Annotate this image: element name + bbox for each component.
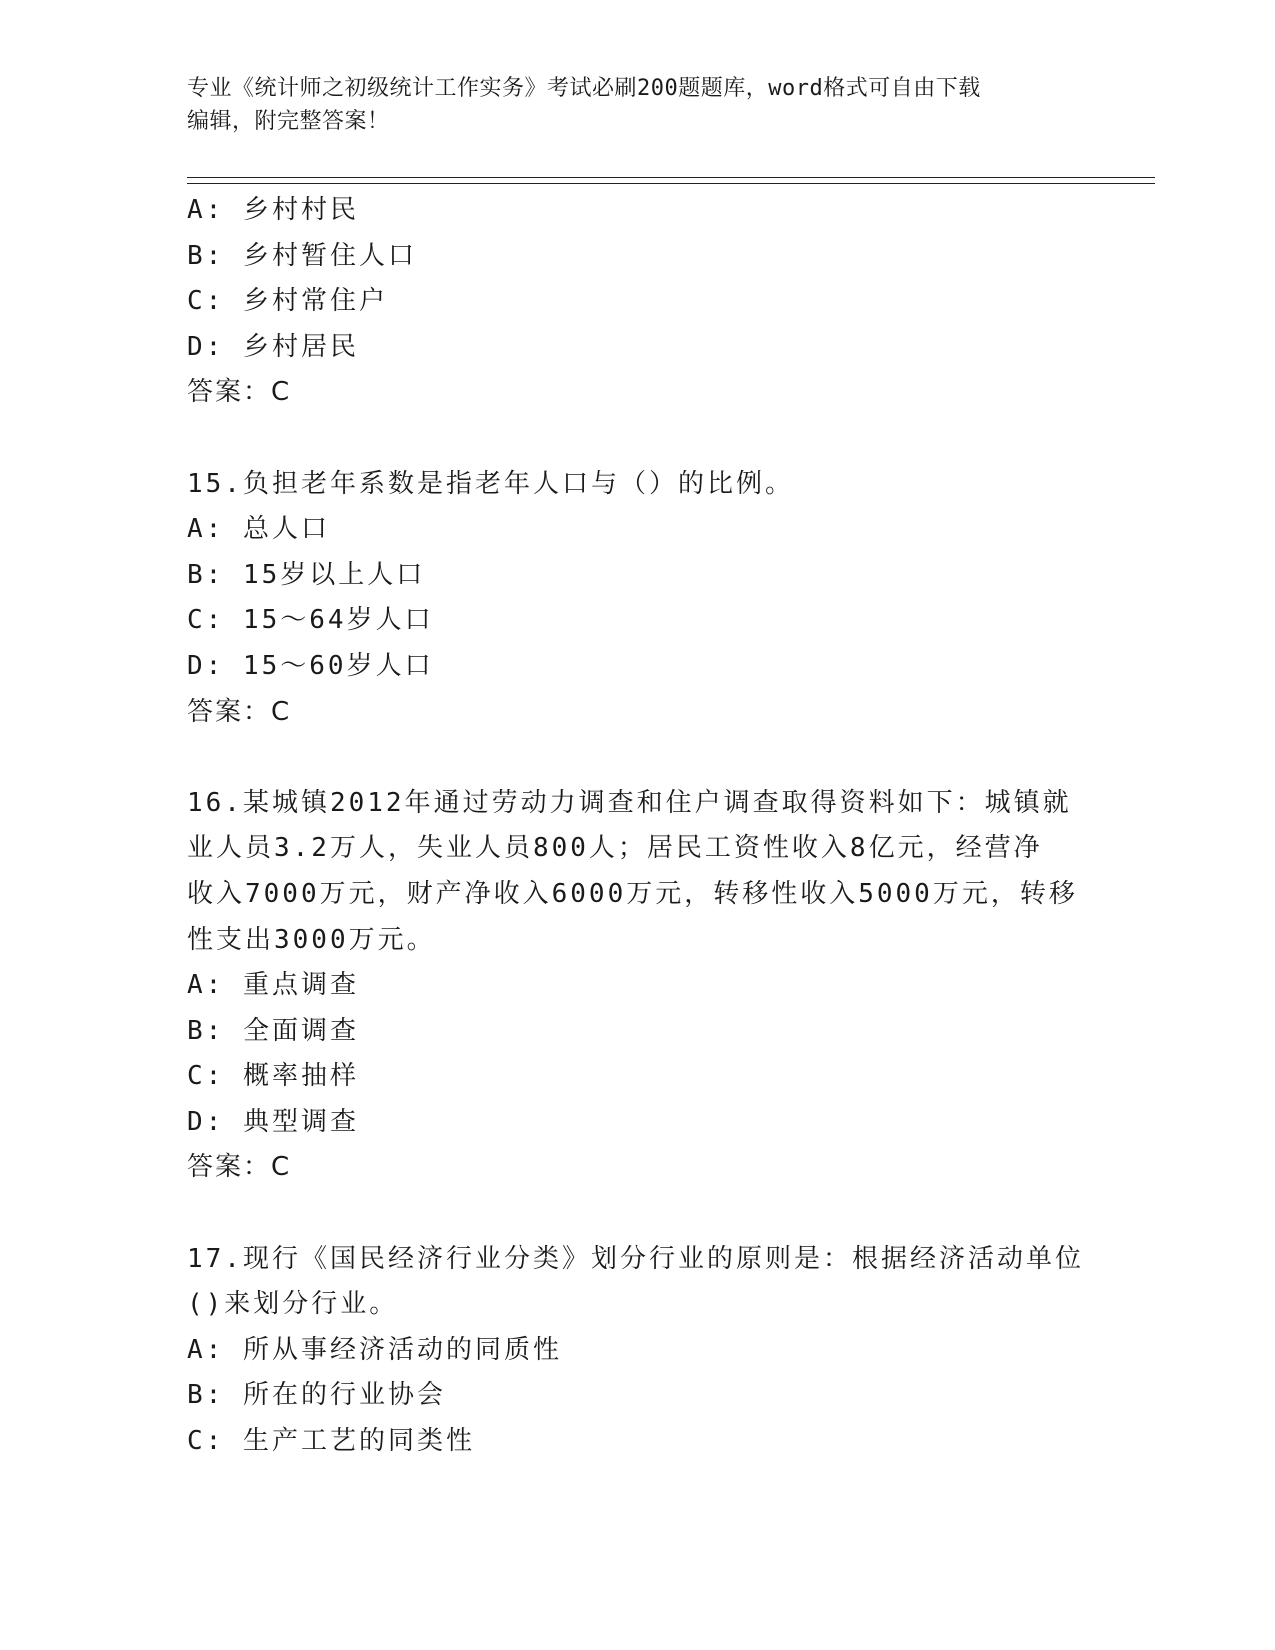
option-d: D: 乡村居民 <box>187 331 359 362</box>
spacer <box>187 735 1087 781</box>
page-header <box>187 72 1067 138</box>
question-17 <box>187 1237 1087 1465</box>
option-d: D: 典型调查 <box>187 1106 359 1137</box>
option-a: A: 总人口 <box>187 514 330 545</box>
option-c: C: 15～64岁人口 <box>187 605 434 636</box>
option-c: C: 概率抽样 <box>187 1061 359 1092</box>
question-stem-line: 17.现行《国民经济行业分类》划分行业的原则是：根据经济活动单位 <box>187 1243 1084 1274</box>
option-b: B: 15岁以上人口 <box>187 559 426 590</box>
option-b: B: 乡村暂住人口 <box>187 240 417 271</box>
option-a: A: 重点调查 <box>187 970 359 1001</box>
answer: 答案：C <box>187 1152 292 1183</box>
header-line-1: 专业《统计师之初级统计工作实务》考试必刷200题题库，word格式可自由下载 <box>187 76 981 101</box>
option-a: A: 乡村村民 <box>187 195 359 225</box>
document-body <box>187 188 1087 1465</box>
option-a: A: 所从事经济活动的同质性 <box>187 1334 562 1365</box>
question-15 <box>187 462 1087 736</box>
question-16 <box>187 781 1087 1191</box>
question-stem-line: ()来划分行业。 <box>187 1289 399 1320</box>
answer: 答案：C <box>187 696 292 727</box>
option-c: C: 生产工艺的同类性 <box>187 1426 475 1457</box>
question-stem-line: 业人员3.2万人，失业人员800人；居民工资性收入8亿元，经营净 <box>187 833 1043 864</box>
spacer <box>187 416 1087 462</box>
question-stem-line: 16.某城镇2012年通过劳动力调查和住户调查取得资料如下：城镇就 <box>187 787 1072 818</box>
header-line-2: 编辑，附完整答案！ <box>187 109 390 134</box>
spacer <box>187 1191 1087 1237</box>
option-b: B: 所在的行业协会 <box>187 1380 446 1411</box>
option-c: C: 乡村常住户 <box>187 286 388 317</box>
question-14-continued <box>187 188 1087 416</box>
question-stem: 15.负担老年系数是指老年人口与（）的比例。 <box>187 468 794 499</box>
question-stem-line: 性支出3000万元。 <box>187 924 436 955</box>
header-divider <box>187 177 1155 184</box>
question-stem-line: 收入7000万元，财产净收入6000万元，转移性收入5000万元，转移 <box>187 878 1078 909</box>
answer: 答案：C <box>187 377 292 408</box>
option-d: D: 15～60岁人口 <box>187 650 434 681</box>
option-b: B: 全面调查 <box>187 1015 359 1046</box>
